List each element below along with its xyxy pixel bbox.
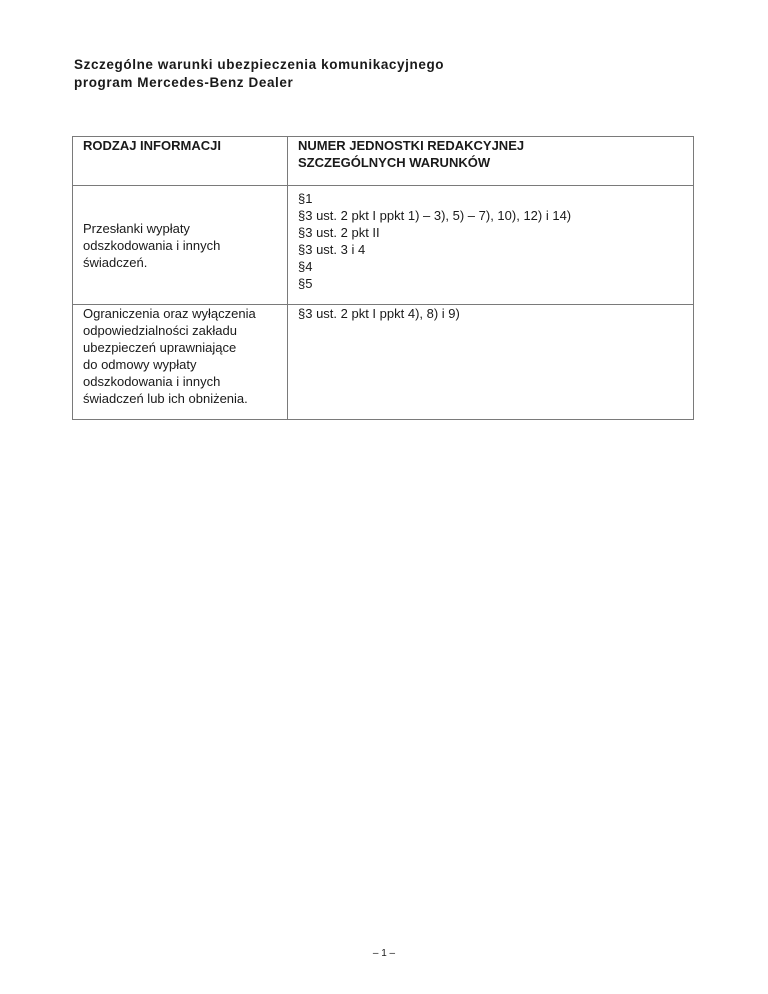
header-unit-number-line-2: SZCZEGÓLNYCH WARUNKÓW (298, 155, 491, 170)
row-label-line: odszkodowania i innych (83, 237, 221, 253)
header-unit-number-line-1: NUMER JEDNOSTKI REDAKCYJNEJ (298, 138, 525, 153)
document-title (74, 56, 444, 92)
row-value-cell (288, 186, 694, 305)
row-value-line: §1 (298, 191, 313, 206)
table-row (73, 305, 694, 420)
title-line-2: program Mercedes-Benz Dealer (74, 75, 294, 90)
header-info-type-text: RODZAJ INFORMACJI (83, 138, 221, 153)
table-header-row (73, 137, 694, 186)
row-value-cell (288, 305, 694, 420)
row-label-line: ubezpieczeń uprawniające (83, 340, 237, 355)
header-unit-number (288, 137, 694, 186)
row-label-line: świadczeń. (83, 254, 148, 270)
row-label-line: do odmowy wypłaty (83, 357, 197, 372)
row-value-line: §4 (298, 259, 313, 274)
row-label-line: świadczeń lub ich obniżenia. (83, 391, 248, 406)
row-value-line: §3 ust. 2 pkt II (298, 225, 380, 240)
row-value-line: §3 ust. 2 pkt I ppkt 1) – 3), 5) – 7), 10), 12) i 14) (298, 208, 572, 223)
page-number: – 1 – (372, 948, 396, 959)
information-table (72, 136, 694, 420)
row-label-line: odszkodowania i innych (83, 374, 221, 389)
row-label-line: odpowiedzialności zakładu (83, 323, 237, 338)
table-row (73, 186, 694, 305)
row-label-line: Ograniczenia oraz wyłączenia (83, 306, 256, 321)
header-info-type (73, 137, 288, 186)
row-label-line: Przesłanki wypłaty (83, 220, 190, 236)
title-line-1: Szczególne warunki ubezpieczenia komunikacyjnego (74, 57, 445, 72)
row-label-cell (73, 305, 288, 420)
row-value-line: §3 ust. 3 i 4 (298, 242, 366, 257)
row-value-line: §3 ust. 2 pkt I ppkt 4), 8) i 9) (298, 306, 460, 321)
row-label-cell (73, 186, 288, 305)
row-value-line: §5 (298, 276, 313, 291)
